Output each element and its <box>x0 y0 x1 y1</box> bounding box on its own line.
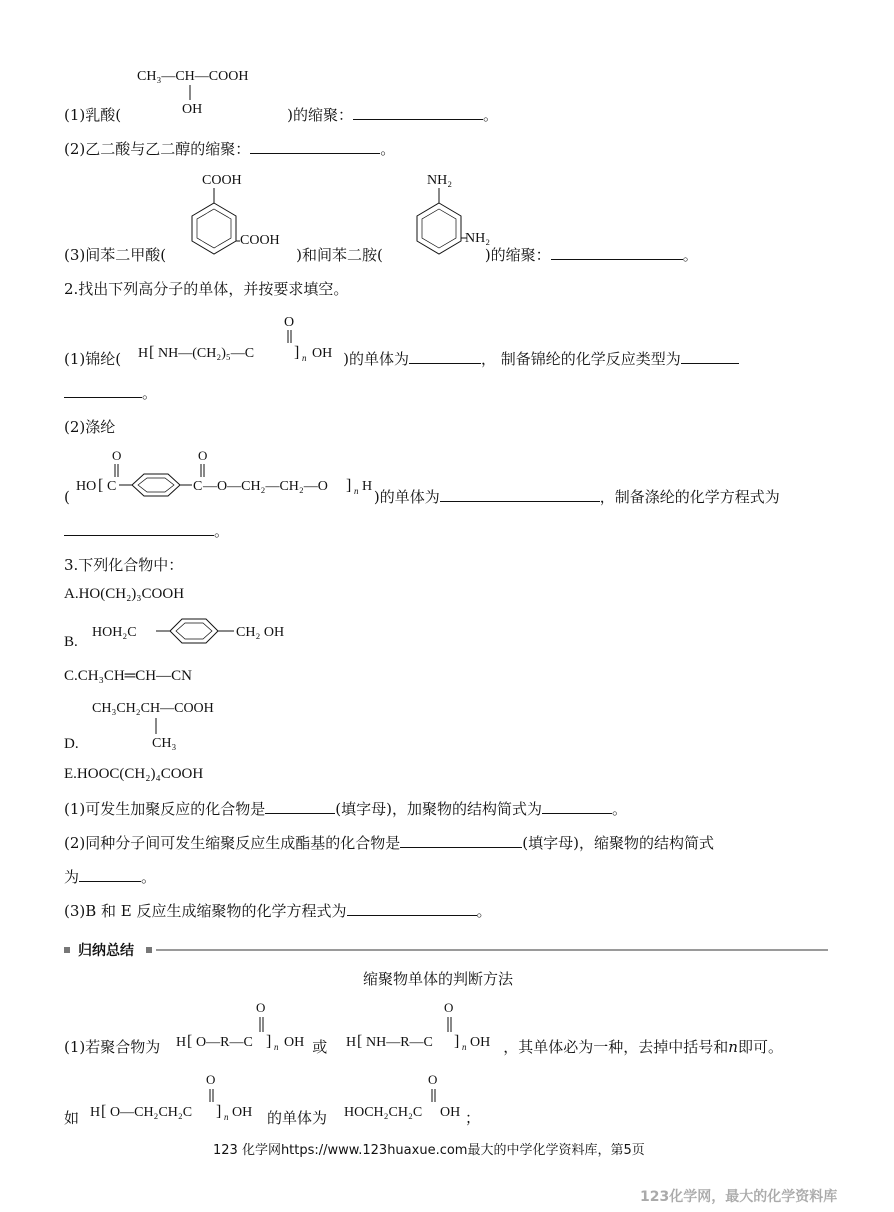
svg-text:O: O <box>428 1072 438 1087</box>
answer-blank[interactable] <box>79 867 141 882</box>
q2-item-2-label: (2)涤纶 <box>64 418 116 436</box>
svg-text:OH: OH <box>440 1105 461 1120</box>
svg-text:]: ] <box>346 477 352 494</box>
svg-text:OH: OH <box>470 1035 491 1050</box>
compound-b-label: B. <box>64 634 78 650</box>
q1-item-1: (1)乳酸( )的缩聚： 。 <box>64 106 498 124</box>
q3-sub-1: (1)可发生加聚反应的化合物是 (填字母)，加聚物的结构简式为 。 <box>64 800 627 818</box>
answer-blank[interactable] <box>400 833 522 848</box>
svg-text:NH—(CH₂)₅—C: NH—(CH₂)₅—C <box>158 346 255 361</box>
svg-text:H: H <box>90 1105 101 1120</box>
svg-text:O—R—C: O—R—C <box>196 1035 253 1050</box>
answer-blank[interactable] <box>347 901 477 916</box>
summary-bullet-right <box>146 947 152 953</box>
svg-text:CH₃CH₂CH—COOH: CH₃CH₂CH—COOH <box>92 701 214 716</box>
answer-blank[interactable] <box>64 521 214 536</box>
svg-text:]: ] <box>216 1103 222 1120</box>
svg-text:n: n <box>354 486 359 496</box>
svg-text:O: O <box>206 1072 216 1087</box>
watermark: 123化学网，最大的化学资料库 <box>640 1189 838 1205</box>
q3-title: 3.下列化合物中： <box>64 556 184 574</box>
svg-text:CH₂ OH: CH₂ OH <box>236 625 285 640</box>
svg-text:O—CH₂—CH₂—O: O—CH₂—CH₂—O <box>217 479 328 494</box>
svg-text:OH: OH <box>232 1105 253 1120</box>
svg-text:HOH₂C: HOH₂C <box>92 625 137 640</box>
answer-blank[interactable] <box>542 799 612 814</box>
q1-item-2: (2)乙二酸与乙二醇的缩聚： 。 <box>64 140 396 158</box>
q2-item-1: (1)锦纶( )的单体为 ， 制备锦纶的化学反应类型为 <box>64 348 739 369</box>
summary-rule-2: 如 的单体为 ； <box>64 1109 481 1127</box>
compound-e: E.HOOC(CH₂)₄COOH <box>64 766 204 782</box>
summary-bullet-left <box>64 947 70 953</box>
answer-blank[interactable] <box>265 799 335 814</box>
lactic-acid-main-chain: CH₃—CH—COOH <box>137 69 249 84</box>
svg-text:]: ] <box>294 344 300 361</box>
svg-text:C: C <box>193 479 203 494</box>
compound-a: A.HO(CH₂)₃COOH <box>64 586 185 602</box>
svg-text:H: H <box>362 479 373 494</box>
svg-text:[: [ <box>357 1033 363 1050</box>
compound-d-label: D. <box>64 736 79 752</box>
svg-text:NH—R—C: NH—R—C <box>366 1035 433 1050</box>
acid-group-top: COOH <box>202 173 242 188</box>
answer-blank[interactable] <box>64 383 142 398</box>
q2-item-1-cont: 。 <box>64 382 157 403</box>
answer-blank[interactable] <box>440 487 600 502</box>
lactic-acid-oh: OH <box>182 102 203 117</box>
svg-text:n: n <box>274 1042 279 1052</box>
summary-divider <box>156 949 828 951</box>
summary-rule-1: (1)若聚合物为 或 ，其单体必为一种，去掉中括号和n即可。 <box>64 1038 783 1056</box>
svg-text:[: [ <box>149 344 155 361</box>
svg-text:CH₃: CH₃ <box>152 736 177 751</box>
q2-item-2: ( )的单体为 ，制备涤纶的化学方程式为 <box>64 488 780 506</box>
summary-label: 归纳总结 <box>78 943 134 959</box>
compound-c: C.CH₃CH═CH—CN <box>64 668 192 684</box>
answer-blank[interactable] <box>409 349 481 364</box>
svg-text:HO: HO <box>76 479 97 494</box>
answer-blank[interactable] <box>681 349 739 364</box>
q1-item-3: (3)间苯二甲酸( )和间苯二胺( )的缩聚： 。 <box>64 246 698 264</box>
svg-text:OH: OH <box>284 1035 305 1050</box>
svg-text:O—CH₂CH₂C: O—CH₂CH₂C <box>110 1105 193 1120</box>
svg-text:O: O <box>112 448 122 463</box>
svg-text:O: O <box>198 448 208 463</box>
compound-d-structure <box>90 694 270 754</box>
q3-sub-3: (3)B 和 E 反应生成缩聚物的化学方程式为 。 <box>64 902 492 920</box>
carbonyl-o: O <box>284 315 295 330</box>
svg-text:H: H <box>176 1035 187 1050</box>
svg-text:H: H <box>346 1035 357 1050</box>
q2-item-2-cont: 。 <box>64 520 229 541</box>
svg-text:]: ] <box>454 1033 460 1050</box>
svg-text:OH: OH <box>312 346 333 361</box>
answer-blank[interactable] <box>353 105 483 120</box>
acid-group-side: COOH <box>240 233 280 248</box>
q3-sub-2-cont: 为 。 <box>64 868 157 886</box>
svg-text:HOCH₂CH₂C: HOCH₂CH₂C <box>344 1105 423 1120</box>
svg-text:n: n <box>302 353 307 363</box>
svg-text:[: [ <box>101 1103 107 1120</box>
q3-sub-2: (2)同种分子间可发生缩聚反应生成酯基的化合物是 (填字母)，缩聚物的结构简式 <box>64 834 714 852</box>
compound-b-structure <box>90 612 310 652</box>
answer-blank[interactable] <box>551 245 683 260</box>
svg-text:]: ] <box>266 1033 272 1050</box>
svg-text:C: C <box>107 479 117 494</box>
amine-group-side: NH₂ <box>465 231 491 246</box>
svg-text:n: n <box>224 1112 229 1122</box>
page-footer: 123 化学网https://www.123huaxue.com最大的中学化学资料库，第5页 <box>213 1143 645 1158</box>
svg-text:[: [ <box>187 1033 193 1050</box>
svg-text:[: [ <box>98 477 104 494</box>
answer-blank[interactable] <box>250 139 380 154</box>
amine-group-top: NH₂ <box>427 173 453 188</box>
summary-title: 缩聚物单体的判断方法 <box>363 970 514 988</box>
svg-text:—: — <box>203 479 217 494</box>
q2-title: 2.找出下列高分子的单体，并按要求填空。 <box>64 280 349 298</box>
svg-text:O: O <box>444 1000 454 1015</box>
svg-text:H: H <box>138 346 149 361</box>
svg-text:n: n <box>462 1042 467 1052</box>
svg-text:O: O <box>256 1000 266 1015</box>
